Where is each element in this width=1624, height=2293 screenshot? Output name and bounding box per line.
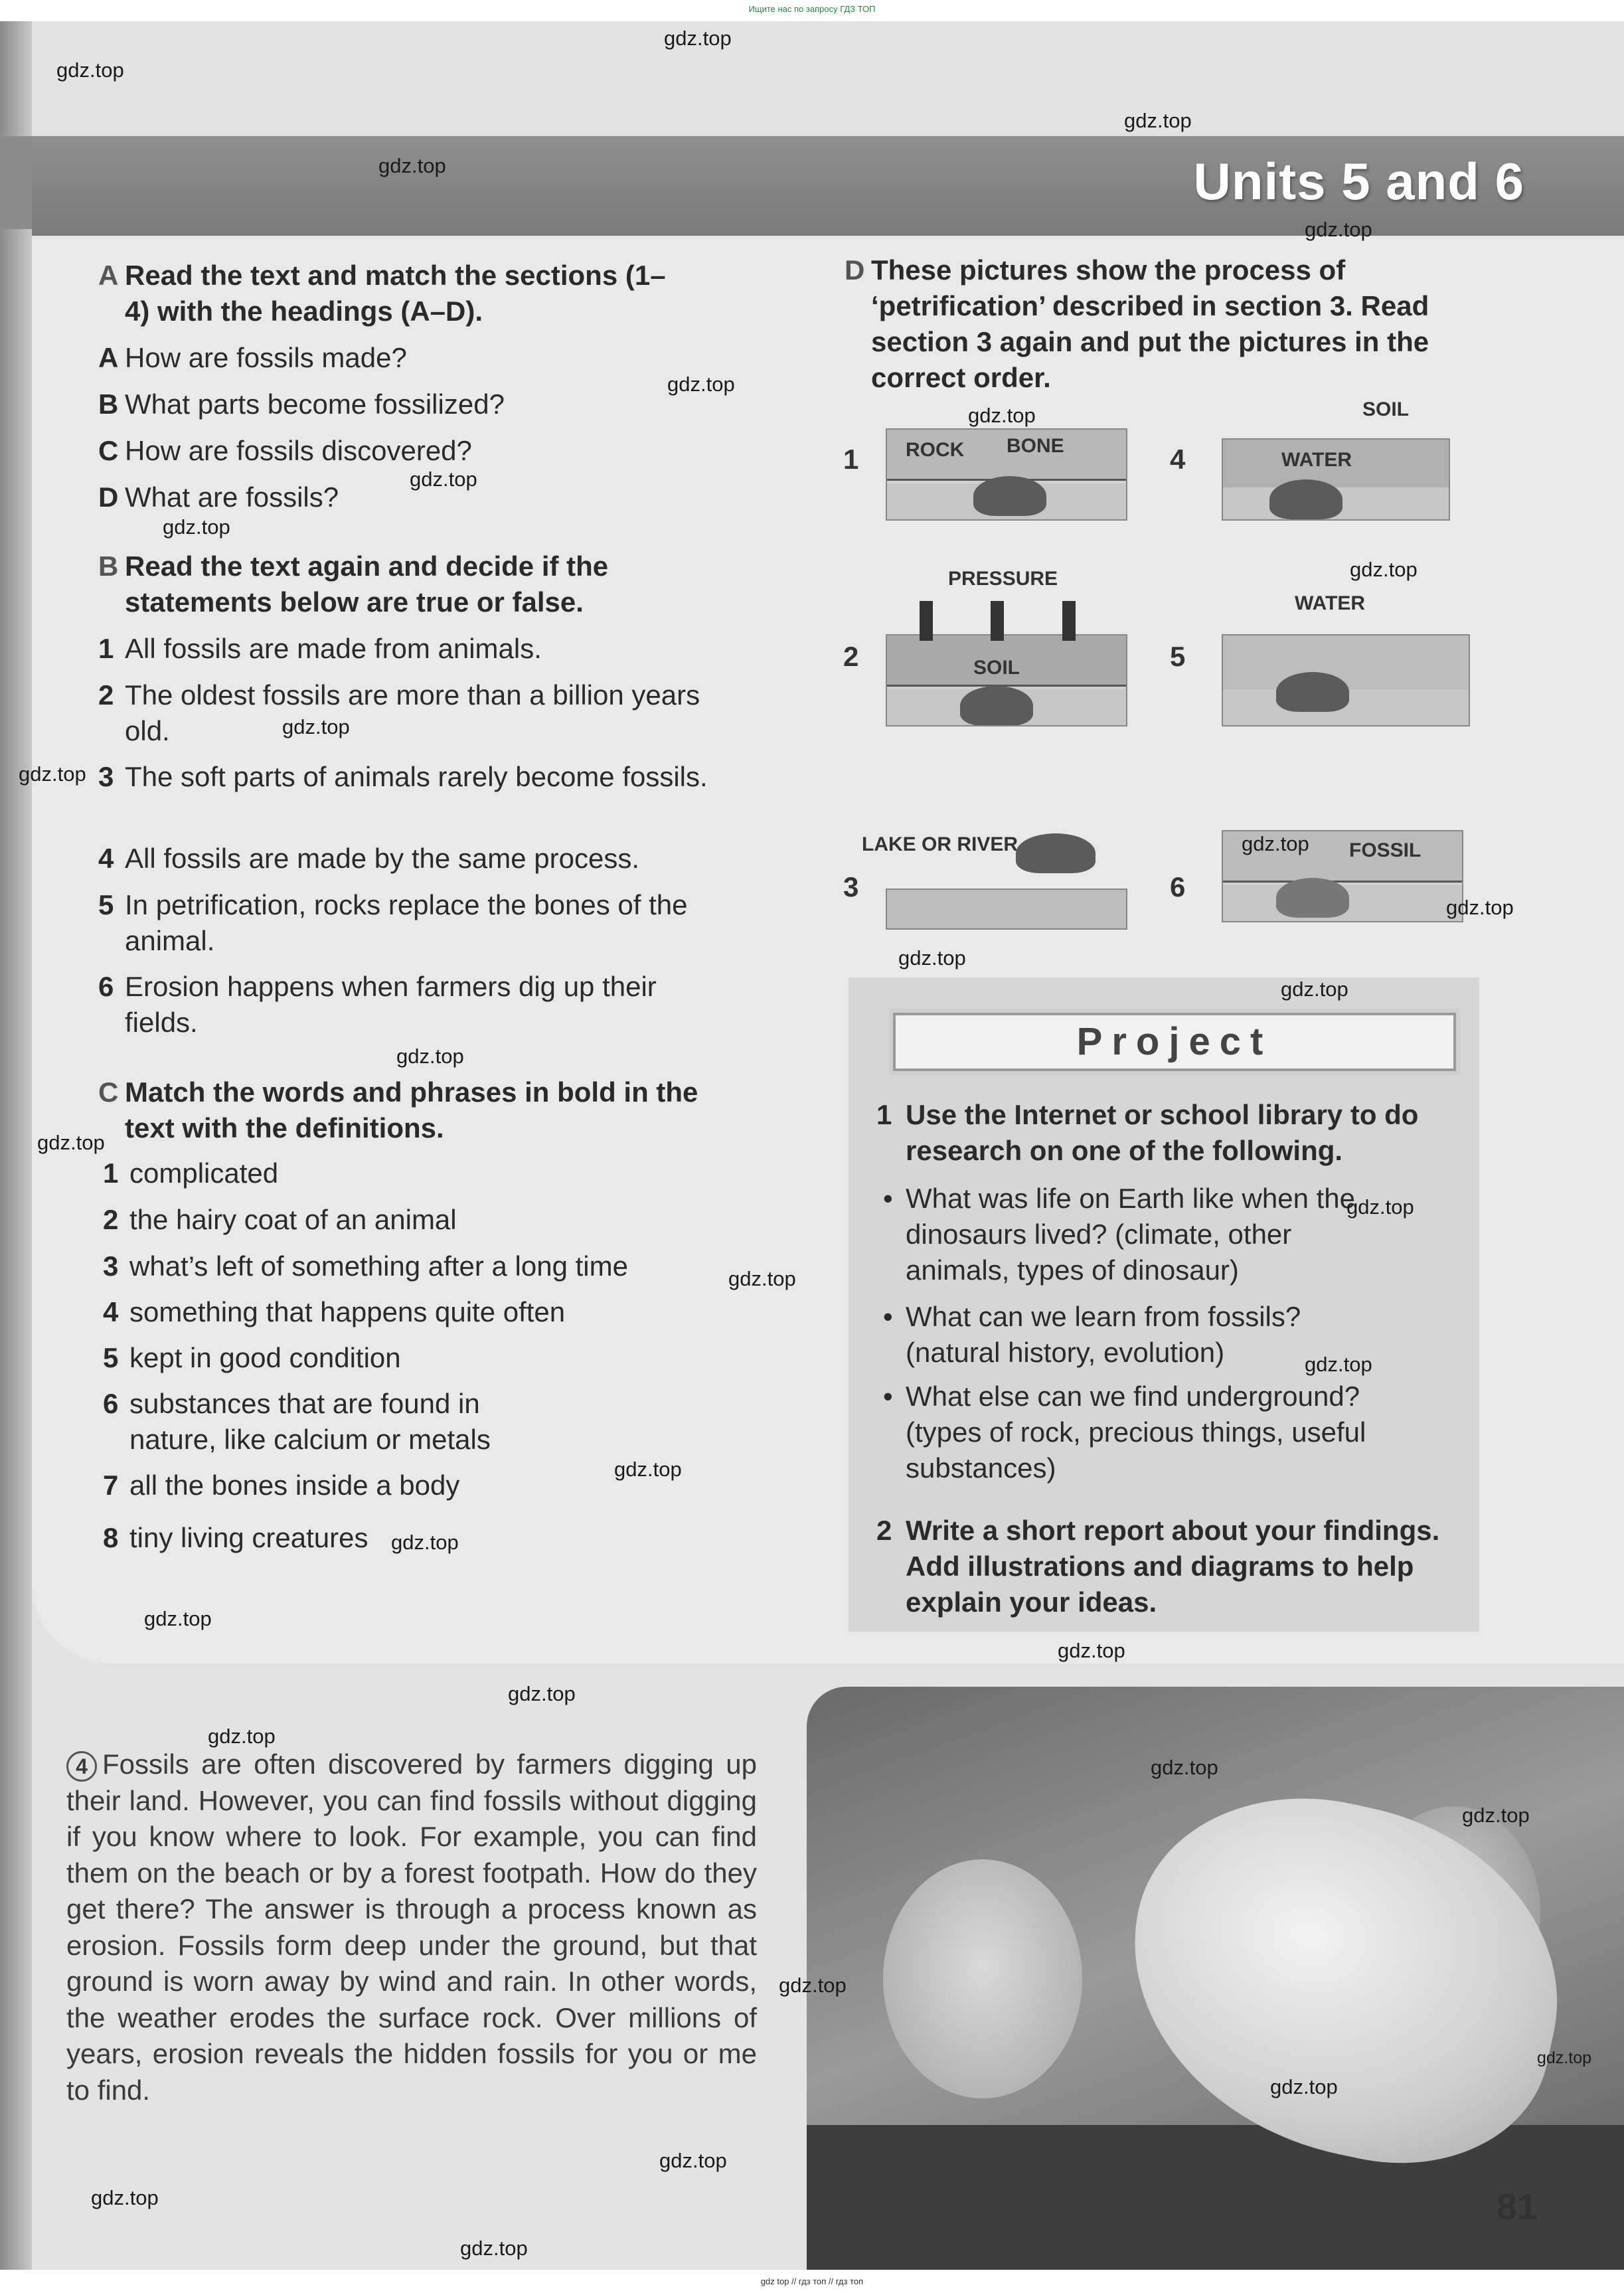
- section-c-instruction: C Match the words and phrases in bold in the text with the definitions.: [98, 1074, 716, 1146]
- watermark: gdz.top: [728, 1267, 796, 1290]
- project-bullet: • What else can we find underground? (types of rock, precious things, useful substances): [883, 1379, 1427, 1486]
- watermark: gdz.top: [1350, 558, 1418, 581]
- section-a-item: A How are fossils made?: [98, 342, 407, 373]
- animal-icon: [1016, 833, 1096, 873]
- watermark: gdz.top: [1537, 2049, 1592, 2067]
- section-b-item: 3 The soft parts of animals rarely become fossils.: [98, 761, 708, 792]
- watermark: gdz.top: [391, 1531, 459, 1554]
- picture-2-number: 2: [843, 641, 859, 672]
- project-bullet: • What was life on Earth like when the dinosaurs lived? (climate, other animals, types of dinosaur): [883, 1181, 1427, 1288]
- watermark: gdz.top: [282, 715, 350, 738]
- section-b-item: 5 In petrification, rocks replace the bones of the animal.: [98, 889, 688, 956]
- watermark: gdz.top: [1270, 2075, 1338, 2098]
- animal-icon: [1269, 479, 1342, 519]
- project-title: Project: [893, 1013, 1456, 1071]
- picture-2: SOIL: [886, 634, 1127, 726]
- picture-3-label: LAKE OR RIVER: [862, 833, 1018, 855]
- watermark: gdz.top: [378, 154, 446, 177]
- section-b-instruction: B Read the text again and decide if the statements below are true or false.: [98, 549, 696, 620]
- bottom-strip: [0, 2270, 1624, 2293]
- picture-6-number: 6: [1170, 871, 1186, 902]
- section-b-item: 2 The oldest fossils are more than a billion years old.: [98, 679, 700, 746]
- watermark: gdz.top: [1151, 1756, 1218, 1779]
- watermark: gdz.top: [968, 404, 1036, 427]
- passage-text: Fossils are often discovered by farmers digging up their land. However, you can find fossils without digging if you know where to look. For example, you can find them on the beach or by a forest footpath. How do they get there? The answer is through a process known as erosion. Fossils form deep under the ground, but that ground is worn away by wind and rain. In other words, the weather erodes the surface rock. Over millions of years, erosion reveals the hidden fossils for you or me to find.: [66, 1748, 757, 2106]
- down-arrow-icon: [991, 601, 1004, 641]
- watermark: gdz.top: [37, 1131, 105, 1154]
- picture-1-number: 1: [843, 444, 859, 475]
- watermark: gdz.top: [1058, 1639, 1125, 1662]
- bones-icon: [973, 476, 1046, 516]
- page-number: 81: [1496, 2185, 1538, 2227]
- watermark: gdz.top: [1281, 977, 1348, 1001]
- reading-passage-section-4: [66, 1746, 757, 2108]
- watermark: gdz.top: [1346, 1195, 1414, 1219]
- section-b-item: 1 All fossils are made from animals.: [98, 633, 542, 664]
- watermark: gdz.top: [460, 2237, 528, 2260]
- section-c-item: 7 all the bones inside a body: [103, 1470, 460, 1501]
- watermark: gdz.top: [163, 515, 230, 539]
- picture-4-soil-label: SOIL: [1362, 398, 1410, 420]
- watermark: gdz.top: [667, 373, 735, 396]
- project-bullet: • What can we learn from fossils? (natural history, evolution): [883, 1299, 1427, 1371]
- section-b-letter: B: [98, 551, 119, 582]
- book-spine-edge: [0, 21, 32, 2270]
- picture-2-pressure-label: PRESSURE: [948, 568, 1058, 590]
- picture-1: ROCK BONE: [886, 428, 1127, 521]
- banner-title: Units 5 and 6: [1193, 152, 1524, 211]
- project-task-1: 1 Use the Internet or school library to do research on one of the following.: [876, 1099, 1419, 1166]
- picture-5-number: 5: [1170, 641, 1186, 672]
- section-c-item: 6 substances that are found in nature, like calcium or metals: [103, 1388, 491, 1455]
- watermark: gdz.top: [1462, 1804, 1530, 1827]
- section-b-item: 4 All fossils are made by the same process.: [98, 843, 639, 874]
- bullet-icon: •: [883, 1183, 893, 1214]
- watermark: gdz.top: [91, 2186, 159, 2209]
- down-arrow-icon: [920, 601, 933, 641]
- section-c-item: 2 the hairy coat of an animal: [103, 1204, 457, 1235]
- picture-3-number: 3: [843, 871, 859, 902]
- watermark: gdz.top: [1305, 218, 1372, 241]
- section-c-item: 8 tiny living creatures: [103, 1522, 368, 1553]
- top-strip: [0, 0, 1624, 21]
- header-note: Ищите нас по запросу ГДЗ ТОП: [748, 4, 876, 14]
- watermark: gdz.top: [508, 1682, 576, 1705]
- watermark: gdz.top: [208, 1725, 276, 1748]
- section-d-letter: D: [845, 254, 865, 286]
- picture-4: WATER: [1222, 438, 1450, 521]
- fossil-icon: [1276, 878, 1349, 918]
- footer-note: gdz top // гдз топ // гдз топ: [760, 2276, 864, 2286]
- watermark: gdz.top: [664, 27, 732, 50]
- section-a-item: B What parts become fossilized?: [98, 388, 505, 420]
- watermark: gdz.top: [1242, 832, 1309, 855]
- watermark: gdz.top: [659, 2149, 727, 2172]
- banner-tab: [0, 136, 32, 229]
- section-c-letter: C: [98, 1076, 119, 1108]
- girl-figure: [883, 1859, 1082, 2098]
- watermark: gdz.top: [396, 1045, 464, 1068]
- picture-5-water-label: WATER: [1295, 592, 1366, 614]
- picture-4-number: 4: [1170, 444, 1186, 475]
- section-a-item: C How are fossils discovered?: [98, 435, 472, 466]
- section-number-badge: 4: [66, 1751, 97, 1782]
- bones-icon: [960, 686, 1033, 726]
- section-d-instruction: D These pictures show the process of ‘petrification’ described in section 3. Read section 3 again and put the pictures in the correct order.: [845, 252, 1495, 396]
- fossil-icon: [1276, 672, 1349, 712]
- section-c-item: 5 kept in good condition: [103, 1342, 401, 1373]
- watermark: gdz.top: [779, 1974, 847, 1997]
- watermark: gdz.top: [1305, 1353, 1372, 1376]
- section-c-item: 1 complicated: [103, 1157, 279, 1189]
- project-task-2: 2 Write a short report about your findings. Add illustrations and diagrams to help explain your ideas.: [876, 1515, 1440, 1618]
- watermark: gdz.top: [410, 467, 477, 491]
- watermark: gdz.top: [56, 58, 124, 82]
- bullet-icon: •: [883, 1301, 893, 1332]
- down-arrow-icon: [1062, 601, 1076, 641]
- watermark: gdz.top: [1124, 109, 1192, 132]
- section-a-letter: A: [98, 260, 119, 291]
- watermark: gdz.top: [19, 762, 86, 786]
- picture-5: [1222, 634, 1470, 726]
- picture-6: FOSSIL: [1222, 830, 1463, 922]
- watermark: gdz.top: [614, 1458, 682, 1481]
- watermark: gdz.top: [144, 1607, 212, 1630]
- section-b-item: 6 Erosion happens when farmers dig up their fields.: [98, 971, 657, 1038]
- section-a-instruction: A Read the text and match the sections (1–4) with the headings (A–D).: [98, 258, 696, 329]
- water-layer: [1223, 636, 1469, 689]
- watermark: gdz.top: [1446, 896, 1514, 919]
- watermark: gdz.top: [898, 946, 966, 970]
- picture-3: [886, 889, 1127, 930]
- section-c-item: 4 something that happens quite often: [103, 1296, 566, 1327]
- bullet-icon: •: [883, 1381, 893, 1412]
- section-a-item: D What are fossils?: [98, 481, 339, 513]
- section-c-item: 3 what’s left of something after a long time: [103, 1250, 628, 1282]
